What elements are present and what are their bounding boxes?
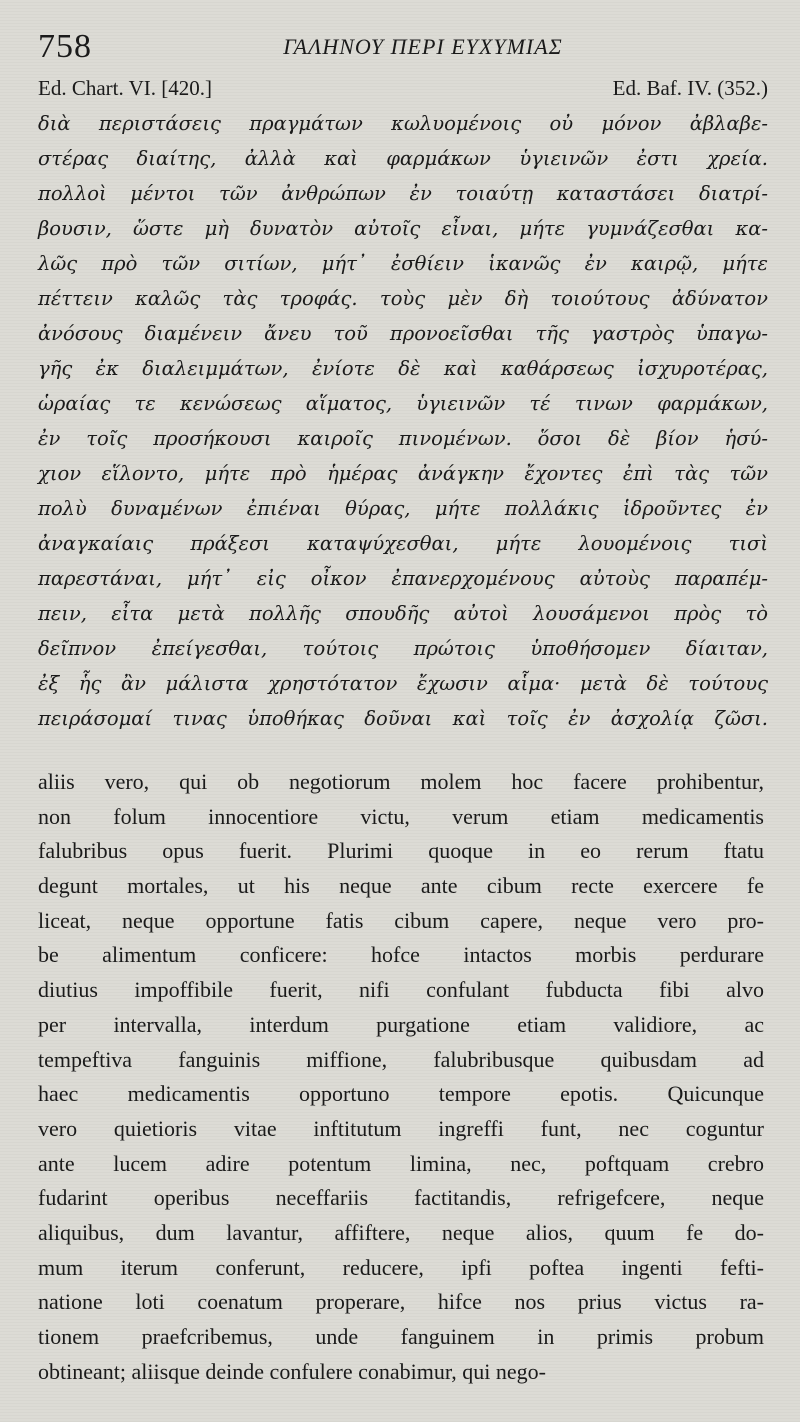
greek-line: ἐξ ἧς ἂν μάλιστα χρηστότατον ἔχωσιν αἷμα· μετὰ δὲ τούτους [38, 672, 768, 695]
edition-chart-reference: Ed. Chart. VI. [420.] [38, 76, 212, 100]
latin-line: diutius impoffibile fuerit, nifi confulant fubducta fibi alvo [38, 977, 764, 1003]
greek-line: λῶς πρὸ τῶν σιτίων, μήτ᾽ ἐσθίειν ἱκανῶς ἐν καιρῷ, μήτε [38, 252, 768, 275]
latin-line: non folum innocentiore victu, verum etiam medicamentis [38, 803, 764, 829]
latin-line: aliquibus, dum lavantur, affiftere, neque alios, quum fe do- [38, 1219, 764, 1245]
edition-references [38, 76, 768, 106]
latin-line: mum iterum conferunt, reducere, ipfi poftea ingenti fefti- [38, 1254, 764, 1280]
greek-line: παρεστάναι, μήτ᾽ εἰς οἶκον ἐπανερχομένους αὐτοὺς παραπέμ- [38, 567, 768, 590]
greek-text-block [38, 106, 768, 736]
latin-line: vero quietioris vitae inftitutum ingreffi funt, nec coguntur [38, 1115, 764, 1141]
greek-line: ἀναγκαίαις πράξεσι καταψύχεσθαι, μήτε λουομένοις τισὶ [38, 532, 768, 555]
greek-line: πέττειν καλῶς τὰς τροφάς. τοὺς μὲν δὴ τοιούτους ἀδύνατον [38, 287, 768, 310]
latin-line: obtineant; aliisque deinde confulere conabimur, qui nego- [38, 1358, 547, 1384]
latin-line: fudarint operibus neceffariis factitandis, refrigefcere, neque [38, 1185, 764, 1211]
greek-line: πολλοὶ μέντοι τῶν ἀνθρώπων ἐν τοιαύτῃ καταστάσει διατρί- [38, 182, 768, 205]
greek-line: ὡραίας τε κενώσεως αἵματος, ὑγιεινῶν τέ τινων φαρμάκων, [38, 392, 768, 415]
greek-line: ἀνόσους διαμένειν ἄνευ τοῦ προνοεῖσθαι τῆς γαστρὸς ὑπαγω- [38, 322, 768, 345]
latin-line: be alimentum conficere: hofce intactos morbis perdurare [38, 942, 764, 968]
greek-line: πολὺ δυναμένων ἐπιέναι θύρας, μήτε πολλάκις ἱδροῦντες ἐν [38, 497, 768, 520]
greek-line: χιον εἵλοντο, μήτε πρὸ ἡμέρας ἀνάγκην ἔχοντες ἐπὶ τὰς τῶν [38, 462, 768, 485]
latin-line: tionem praefcribemus, unde fanguinem in primis probum [38, 1324, 764, 1349]
edition-basel-reference: Ed. Baf. IV. (352.) [612, 76, 768, 100]
latin-line: liceat, neque opportune fatis cibum capere, neque vero pro- [38, 907, 764, 933]
greek-line: πειράσομαί τινας ὑποθήκας δοῦναι καὶ τοῖς ἐν ἀσχολίᾳ ζῶσι. [38, 707, 768, 730]
greek-line: διὰ περιστάσεις πραγμάτων κωλυομένοις οὐ μόνον ἀβλαβε- [38, 112, 768, 135]
latin-line: degunt mortales, ut his neque ante cibum recte exercere fe [38, 873, 764, 899]
page-header [38, 28, 768, 68]
latin-line: per intervalla, interdum purgatione etiam validiore, ac [38, 1011, 764, 1037]
latin-line: natione loti coenatum properare, hifce nos prius victus ra- [38, 1289, 764, 1315]
greek-line: γῆς ἐκ διαλειμμάτων, ἐνίοτε δὲ καὶ καθάρσεως ἰσχυροτέρας, [38, 357, 768, 380]
latin-line: falubribus opus fuerit. Plurimi quoque in eo rerum ftatu [38, 838, 764, 864]
page-number: 758 [38, 28, 92, 65]
greek-line: στέρας διαίτης, ἀλλὰ καὶ φαρμάκων ὑγιεινῶν ἐστι χρεία. [38, 147, 768, 170]
greek-line: πειν, εἶτα μετὰ πολλῆς σπουδῆς αὐτοὶ λουσάμενοι πρὸς τὸ [38, 602, 768, 625]
greek-line: ἐν τοῖς προσήκουσι καιροῖς πινομένων. ὅσοι δὲ βίον ἡσύ- [38, 427, 768, 450]
latin-text-block [38, 765, 764, 1389]
latin-line: ante lucem adire potentum limina, nec, poftquam crebro [38, 1150, 764, 1176]
greek-line: δεῖπνον ἐπείγεσθαι, τούτοις πρώτοις ὑποθήσομεν δίαιταν, [38, 637, 768, 660]
latin-line: tempeftiva fanguinis miffione, falubribusque quibusdam ad [38, 1046, 764, 1072]
running-title: ΓΑΛΗΝΟΥ ΠΕΡΙ ΕΥΧΥΜΙΑΣ [283, 34, 563, 59]
latin-line: haec medicamentis opportuno tempore epotis. Quicunque [38, 1081, 764, 1107]
latin-line: aliis vero, qui ob negotiorum molem hoc facere prohibentur, [38, 769, 764, 794]
greek-line: βουσιν, ὥστε μὴ δυνατὸν αὐτοῖς εἶναι, μήτε γυμνάζεσθαι κα- [38, 217, 768, 240]
